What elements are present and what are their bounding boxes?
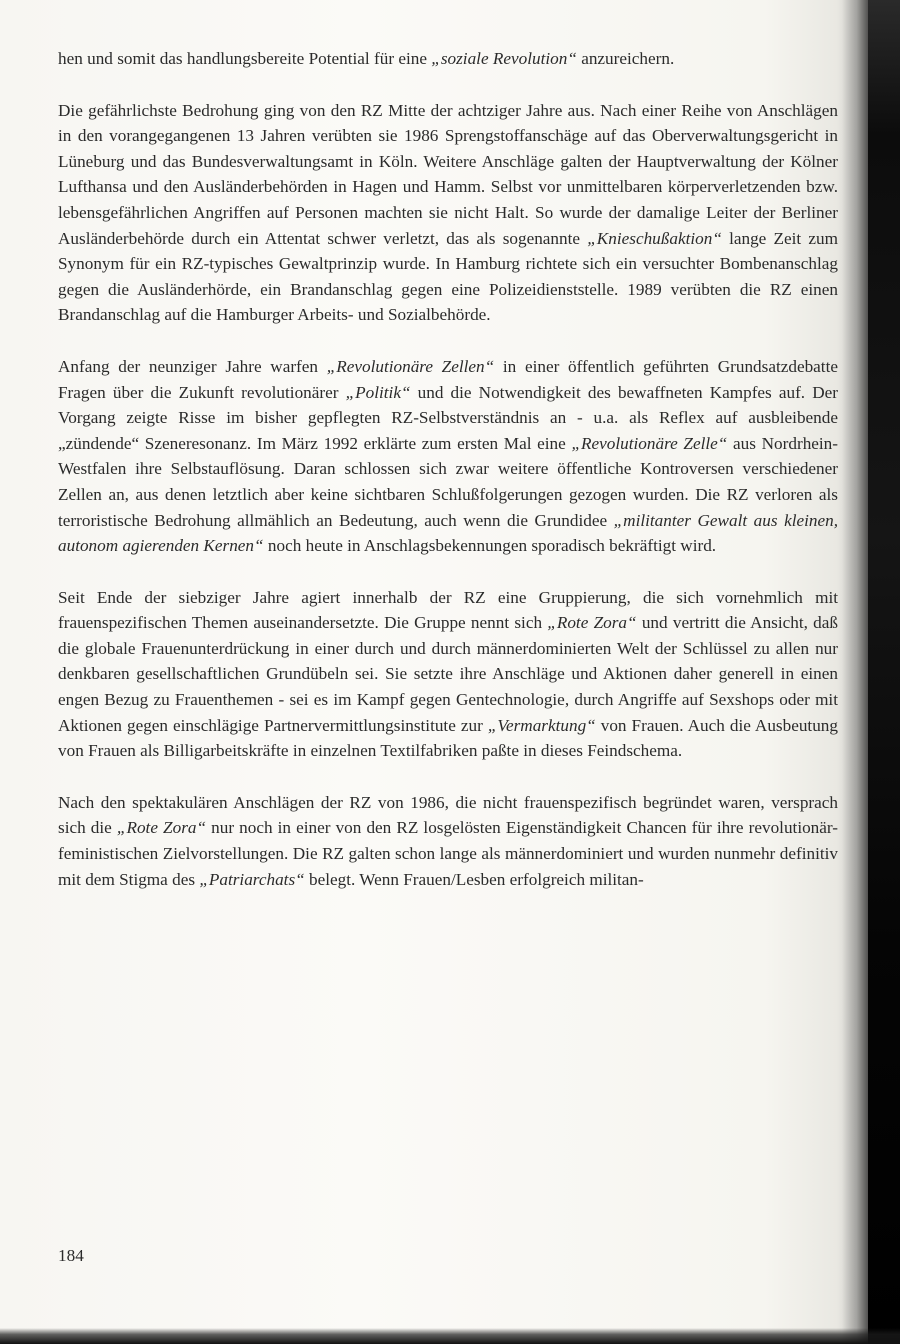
text-run: belegt. Wenn Frauen/Lesben erfolgreich militan- <box>304 869 644 889</box>
paragraph-2 <box>58 98 838 328</box>
text-run: in einer öffentlich geführten Grundsatzdebatte Fragen über die Zukunft revolutionärer <box>58 356 838 402</box>
page-bottom-edge <box>0 1328 900 1344</box>
emphasis-term: „Rote Zora“ <box>116 818 207 838</box>
emphasis-term: „Patriarchats“ <box>199 869 305 889</box>
text-run: hen und somit das handlungsbereite Potential für eine <box>58 49 432 68</box>
emphasis-term: „Vermarktung“ <box>487 715 596 735</box>
emphasis-term: „Politik“ <box>345 382 411 402</box>
text-run: von Frauen. Auch die Ausbeutung von Frauen als Billigarbeitskräfte in einzelnen Textilfabriken paßte in dieses Feindschema. <box>58 715 838 761</box>
body-text <box>58 46 838 918</box>
paragraph-5 <box>58 790 838 892</box>
emphasis-term: „Revolutionäre Zellen“ <box>326 356 495 376</box>
text-run: lange Zeit zum Synonym für ein RZ-typisches Gewaltprinzip wurde. In Hamburg richtete sich ein versuchter Bombenanschlag gegen die Ausländerhörde, ein Brandanschlag gegen eine Polizeidienststelle. 1989 verübten die RZ einen Brandanschlag auf die Hamburger Arbeits- und Sozialbehörde. <box>58 228 838 325</box>
text-run: anzureichern. <box>576 49 675 68</box>
paragraph-1 <box>58 46 838 72</box>
page-number: 184 <box>58 1246 84 1265</box>
text-run: aus Nordrhein-Westfalen ihre Selbstauflösung. Daran schlossen sich zwar weitere öffentliche Kontroversen verschiedener Zellen an, aus denen letztlich aber keine sichtbaren Schlußfolgerungen gezogen wurden. Die RZ verloren als terroristische Bedrohung allmählich an Bedeutung, auch wenn die Grundidee <box>58 433 839 530</box>
text-run: und die Notwendigkeit des bewaffneten Kampfes auf. Der Vorgang zeigte Risse im bisher gepflegten RZ-Selbstverständnis an - u.a. als Reflex auf ausbleibende „zündende“ Szeneresonanz. Im März 1992 erklärte zum ersten Mal eine <box>58 382 838 453</box>
emphasis-term: „Rote Zora“ <box>547 613 637 633</box>
emphasis-term: „soziale Revolution“ <box>431 49 577 68</box>
text-run: Nach den spektakulären Anschlägen der RZ von 1986, die nicht frauenspezifisch begründet waren, versprach sich die <box>58 792 838 838</box>
paragraph-4 <box>58 585 838 764</box>
emphasis-term: „militanter Gewalt aus kleinen, autonom agierenden Kernen“ <box>58 510 838 556</box>
emphasis-term: „Revolutionäre Zelle“ <box>571 433 728 453</box>
book-spine <box>868 0 900 1344</box>
text-run: nur noch in einer von den RZ losgelösten Eigenständigkeit Chancen für ihre revolutionär-feministischen Zielvorstellungen. Die RZ galten schon lange als männerdominiert und wurden nunmehr definitiv mit dem Stigma des <box>58 818 839 889</box>
text-run: Seit Ende der siebziger Jahre agiert innerhalb der RZ eine Gruppierung, die sich vornehmlich mit frauenspezifischen Themen auseinandersetzte. Die Gruppe nennt sich <box>58 587 838 633</box>
text-run: Die gefährlichste Bedrohung ging von den RZ Mitte der achtziger Jahre aus. Nach einer Reihe von Anschlägen in den vorangegangenen 13 Jahren verübten sie 1986 Sprengstoffanschäge auf das Oberverwaltungsgericht in Lüneburg und das Bundesverwaltungsamt in Köln. Weitere Anschläge galten der Hauptverwaltung der Kölner Lufthansa und den Ausländerbehörden in Hagen und Hamm. Selbst vor unmittelbaren körperverletzenden bzw. lebensgefährlichen Angriffen auf Personen machten sie nicht Halt. So wurde der damalige Leiter der Berliner Ausländerbehörde durch ein Attentat schwer verletzt, das als sogenannte <box>58 100 838 248</box>
text-run: noch heute in Anschlagsbekennungen sporadisch bekräftigt wird. <box>263 536 717 556</box>
text-run: Anfang der neunziger Jahre warfen <box>58 356 327 376</box>
emphasis-term: „Knieschußaktion“ <box>587 228 722 248</box>
text-run: und vertritt die Ansicht, daß die globale Frauenunterdrückung in einer durch und durch männerdominierten Welt der Schlüssel zu allen nur denkbaren gesellschaftlichen Grundübeln sei. Sie setzte ihre Anschläge und Aktionen daher generell in einen engen Bezug zu Frauenthemen - sei es im Kampf gegen Gentechnologie, durch Angriffe auf Sexshops oder mit Aktionen gegen einschlägige Partnervermittlungsinstitute zur <box>58 613 838 735</box>
paragraph-3 <box>58 354 838 559</box>
